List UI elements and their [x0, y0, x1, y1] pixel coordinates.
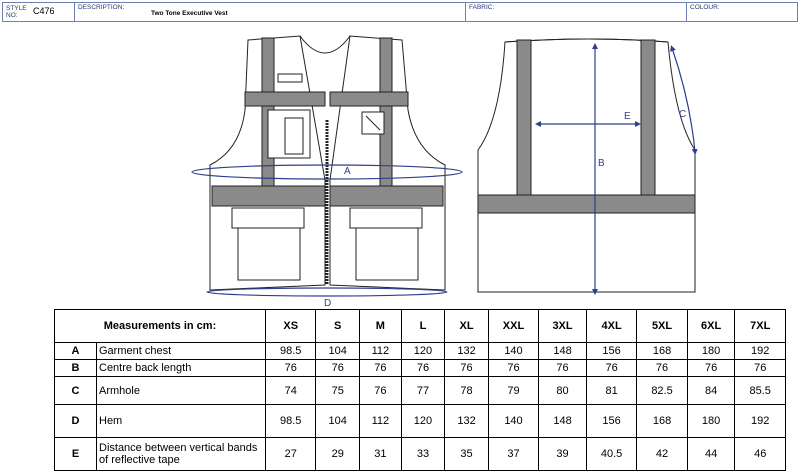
row-key: A	[55, 343, 97, 360]
table-cell: 104	[316, 405, 360, 438]
table-cell: 112	[359, 343, 401, 360]
table-cell: 40.5	[586, 438, 636, 471]
table-cell: 46	[735, 438, 786, 471]
label-e: E	[624, 111, 631, 122]
table-cell: 81	[586, 377, 636, 405]
measurements-table	[54, 309, 786, 471]
row-name: Distance between vertical bands of reflective tape	[97, 438, 266, 471]
size-header: M	[359, 310, 401, 343]
table-cell: 82.5	[637, 377, 687, 405]
table-cell: 132	[445, 343, 489, 360]
table-title: Measurements in cm:	[55, 310, 266, 343]
fabric-label: FABRIC:	[469, 4, 495, 11]
table-row	[55, 343, 786, 360]
table-cell: 76	[445, 360, 489, 377]
table-cell: 75	[316, 377, 360, 405]
label-d: D	[324, 298, 332, 309]
table-cell: 192	[735, 405, 786, 438]
table-cell: 76	[401, 360, 445, 377]
table-cell: 31	[359, 438, 401, 471]
table-cell: 168	[637, 343, 687, 360]
row-key: D	[55, 405, 97, 438]
table-cell: 79	[488, 377, 538, 405]
spec-header	[2, 2, 798, 22]
table-row	[55, 377, 786, 405]
table-cell: 76	[687, 360, 735, 377]
table-cell: 33	[401, 438, 445, 471]
row-key: B	[55, 360, 97, 377]
table-cell: 148	[539, 405, 587, 438]
row-name: Armhole	[97, 377, 266, 405]
table-cell: 156	[586, 343, 636, 360]
label-c: C	[679, 109, 687, 120]
table-cell: 29	[316, 438, 360, 471]
row-name: Centre back length	[97, 360, 266, 377]
size-header: 5XL	[637, 310, 687, 343]
size-header: 7XL	[735, 310, 786, 343]
table-cell: 98.5	[266, 405, 316, 438]
table-row	[55, 438, 786, 471]
table-cell: 76	[266, 360, 316, 377]
table-row	[55, 360, 786, 377]
table-cell: 76	[539, 360, 587, 377]
table-cell: 84	[687, 377, 735, 405]
label-b: B	[598, 158, 605, 169]
size-header: 4XL	[586, 310, 636, 343]
row-key: C	[55, 377, 97, 405]
table-cell: 44	[687, 438, 735, 471]
table-row	[55, 405, 786, 438]
size-header: S	[316, 310, 360, 343]
table-cell: 80	[539, 377, 587, 405]
table-cell: 132	[445, 405, 489, 438]
table-cell: 76	[735, 360, 786, 377]
style-cell	[3, 3, 75, 21]
measure-d-line	[207, 288, 447, 296]
table-cell: 112	[359, 405, 401, 438]
table-cell: 76	[316, 360, 360, 377]
table-cell: 76	[488, 360, 538, 377]
size-header: XL	[445, 310, 489, 343]
table-cell: 140	[488, 343, 538, 360]
table-cell: 78	[445, 377, 489, 405]
row-name: Garment chest	[97, 343, 266, 360]
style-value: C476	[33, 6, 55, 16]
front-vest	[210, 36, 445, 290]
size-header: XXL	[488, 310, 538, 343]
table-cell: 120	[401, 343, 445, 360]
table-cell: 74	[266, 377, 316, 405]
table-cell: 180	[687, 343, 735, 360]
row-key: E	[55, 438, 97, 471]
table-cell: 76	[637, 360, 687, 377]
size-header: 6XL	[687, 310, 735, 343]
size-header: XS	[266, 310, 316, 343]
description-label: DESCRIPTION:	[78, 4, 125, 11]
description-cell	[75, 3, 466, 21]
fabric-cell	[466, 3, 687, 21]
table-cell: 156	[586, 405, 636, 438]
row-name: Hem	[97, 405, 266, 438]
table-cell: 37	[488, 438, 538, 471]
table-cell: 42	[637, 438, 687, 471]
back-vest	[478, 39, 695, 292]
table-cell: 77	[401, 377, 445, 405]
table-cell: 98.5	[266, 343, 316, 360]
table-cell: 76	[359, 360, 401, 377]
colour-cell	[687, 3, 799, 21]
vest-diagram	[190, 30, 710, 310]
table-cell: 168	[637, 405, 687, 438]
table-cell: 148	[539, 343, 587, 360]
colour-label: COLOUR:	[690, 4, 720, 11]
size-header: 3XL	[539, 310, 587, 343]
table-header-row	[55, 310, 786, 343]
description-value: Two Tone Executive Vest	[151, 10, 228, 17]
size-header: L	[401, 310, 445, 343]
table-cell: 76	[359, 377, 401, 405]
table-cell: 35	[445, 438, 489, 471]
table-cell: 140	[488, 405, 538, 438]
table-cell: 192	[735, 343, 786, 360]
table-cell: 85.5	[735, 377, 786, 405]
table-cell: 39	[539, 438, 587, 471]
table-cell: 180	[687, 405, 735, 438]
table-cell: 76	[586, 360, 636, 377]
table-cell: 120	[401, 405, 445, 438]
table-cell: 104	[316, 343, 360, 360]
label-a: A	[344, 166, 351, 177]
table-cell: 27	[266, 438, 316, 471]
style-label: STYLE NO:	[6, 5, 27, 19]
